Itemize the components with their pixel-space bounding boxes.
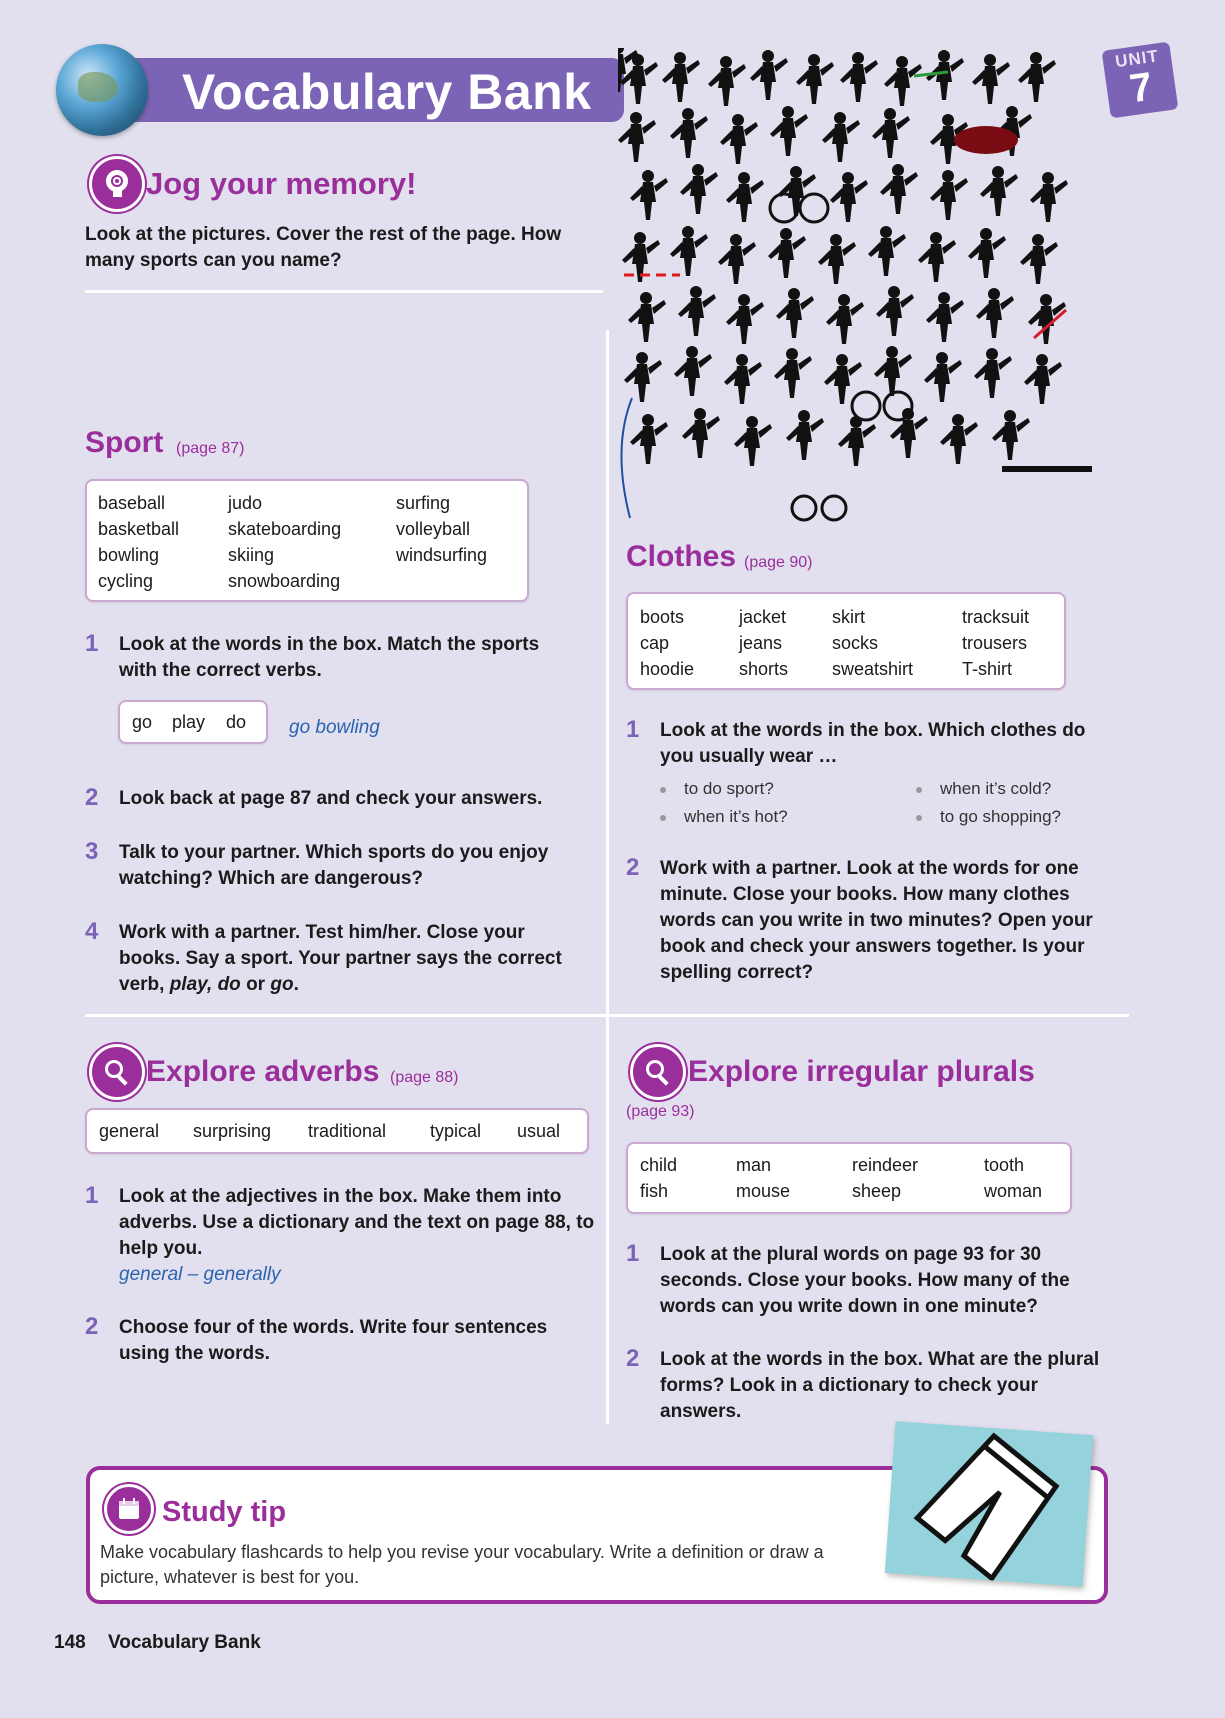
column-divider <box>606 330 609 1424</box>
adverb-word: usual <box>517 1121 561 1141</box>
trousers-icon <box>885 1421 1093 1586</box>
verb-box <box>118 700 268 744</box>
study-tip-heading: Study tip <box>162 1496 287 1528</box>
sport-page-ref: (page 87) <box>176 440 245 457</box>
divider-middle <box>85 1014 1129 1017</box>
sport-example: go bowling <box>289 717 380 738</box>
task-number: 2 <box>85 784 99 811</box>
jog-instructions: Look at the pictures. Cover the rest of the page. How many sports can you name? <box>85 224 562 271</box>
sport-heading: Sport <box>85 426 164 459</box>
plurals-word-box <box>626 1142 1072 1214</box>
task-number: 2 <box>626 1345 640 1372</box>
calendar-icon <box>104 1484 154 1534</box>
sports-silhouettes-image <box>618 48 1102 528</box>
clothes-task-1: Look at the words in the box. Which clothes do you usually wear … <box>660 720 1086 767</box>
plural-word: reindeer <box>852 1155 919 1175</box>
clothes-bullet: when it’s cold? <box>916 776 1051 802</box>
clothes-bullet: to do sport? <box>660 776 774 802</box>
plural-word: fish <box>640 1181 669 1201</box>
adverbs-task-2: Choose four of the words. Write four sentences using the words. <box>119 1317 548 1364</box>
task-number: 3 <box>85 838 99 865</box>
sport-word: skateboarding <box>228 519 342 539</box>
clothes-page-ref: (page 90) <box>744 554 813 571</box>
plural-word: sheep <box>852 1181 902 1201</box>
sport-word: bowling <box>98 545 160 565</box>
clothes-word: hoodie <box>640 659 695 679</box>
task-number: 1 <box>626 1240 640 1267</box>
task-number: 2 <box>85 1313 99 1340</box>
sport-task-1: Look at the words in the box. Match the sports with the correct verbs. <box>119 634 540 681</box>
sport-word: volleyball <box>396 519 471 539</box>
adverbs-word-box <box>85 1108 589 1154</box>
page-number: 148 <box>54 1632 86 1653</box>
unit-badge <box>1102 42 1179 119</box>
footer-label: Vocabulary Bank <box>108 1632 261 1653</box>
sport-task-2: Look back at page 87 and check your answers. <box>119 788 543 809</box>
plural-word: man <box>736 1155 772 1175</box>
sport-task-4-go: go <box>270 974 294 995</box>
task-number: 1 <box>85 630 99 657</box>
page-title: Vocabulary Bank <box>182 64 592 120</box>
magnifier-icon <box>89 1044 145 1100</box>
clothes-word: tracksuit <box>962 607 1030 627</box>
clothes-word: trousers <box>962 633 1028 653</box>
plural-word: woman <box>984 1181 1043 1201</box>
sport-word: basketball <box>98 519 180 539</box>
clothes-word: shorts <box>739 659 789 679</box>
task-number: 4 <box>85 918 99 945</box>
trousers-flashcard <box>885 1421 1093 1586</box>
adverbs-task-1: Look at the adjectives in the box. Make them into adverbs. Use a dictionary and the text on page 88, to help you. <box>119 1186 595 1259</box>
brain-gear-icon <box>89 156 145 212</box>
sport-task-4-or: or <box>240 974 271 995</box>
sport-word: judo <box>228 493 263 513</box>
plural-word: child <box>640 1155 678 1175</box>
sport-word: skiing <box>228 545 275 565</box>
clothes-heading: Clothes <box>626 540 737 573</box>
clothes-word: socks <box>832 633 879 653</box>
sport-task-4-verbs: play, do <box>169 974 241 995</box>
task-number: 1 <box>626 716 640 743</box>
plurals-task-2: Look at the words in the box. What are the plural forms? Look in a dictionary to check your answers. <box>660 1349 1100 1422</box>
adverb-word: typical <box>430 1121 482 1141</box>
adverb-word: traditional <box>308 1121 387 1141</box>
sport-task-4-end: . <box>293 974 299 995</box>
sport-word: snowboarding <box>228 571 341 591</box>
verb-word: go <box>132 712 153 732</box>
adverbs-page-ref: (page 88) <box>390 1069 459 1086</box>
clothes-word: boots <box>640 607 685 627</box>
divider-top <box>85 290 603 293</box>
magnifier-icon <box>630 1044 686 1100</box>
explore-adverbs-heading: Explore adverbs <box>146 1055 380 1088</box>
clothes-bullet: to go shopping? <box>916 804 1061 830</box>
sport-task-4 <box>119 920 589 998</box>
clothes-word: T-shirt <box>962 659 1013 679</box>
explore-plurals-heading: Explore irregular plurals <box>688 1055 1035 1088</box>
adverbs-example: general – generally <box>119 1264 281 1285</box>
clothes-word: jeans <box>739 633 783 653</box>
task-number: 2 <box>626 854 640 881</box>
globe-icon <box>56 44 148 136</box>
plural-word: mouse <box>736 1181 791 1201</box>
sport-word: surfing <box>396 493 451 513</box>
unit-label: UNIT <box>1114 46 1160 72</box>
unit-number: 7 <box>1127 64 1156 112</box>
plurals-page-ref: (page 93) <box>626 1103 695 1120</box>
task-number: 1 <box>85 1182 99 1209</box>
sport-word: baseball <box>98 493 166 513</box>
study-tip-text: Make vocabulary flashcards to help you revise your vocabulary. Write a definition or draw a picture, whatever is best for you. <box>100 1542 824 1587</box>
sport-task-4-text: Work with a partner. Test him/her. Close your books. Say a sport. Your partner says the correct verb, <box>119 922 562 995</box>
clothes-task-2: Work with a partner. Look at the words for one minute. Close your books. How many clothes words can you write in two minutes? Open your book and check your answers together. Is your spelling correct? <box>660 858 1093 983</box>
clothes-word: sweatshirt <box>832 659 914 679</box>
verb-word: play <box>172 712 206 732</box>
verb-word: do <box>226 712 247 732</box>
clothes-word: jacket <box>739 607 787 627</box>
adverb-word: general <box>99 1121 160 1141</box>
clothes-word: skirt <box>832 607 865 627</box>
sport-word: windsurfing <box>396 545 488 565</box>
sport-word: cycling <box>98 571 154 591</box>
plurals-task-1: Look at the plural words on page 93 for 30 seconds. Close your books. How many of the words can you write down in one minute? <box>660 1244 1070 1317</box>
adverb-word: surprising <box>193 1121 272 1141</box>
clothes-word: cap <box>640 633 670 653</box>
clothes-word-box <box>626 592 1066 690</box>
plural-word: tooth <box>984 1155 1025 1175</box>
jog-your-memory-heading: Jog your memory! <box>146 166 417 201</box>
sport-task-3: Talk to your partner. Which sports do you enjoy watching? Which are dangerous? <box>119 842 549 889</box>
sport-word-box <box>85 479 529 602</box>
clothes-bullet: when it’s hot? <box>660 804 788 830</box>
